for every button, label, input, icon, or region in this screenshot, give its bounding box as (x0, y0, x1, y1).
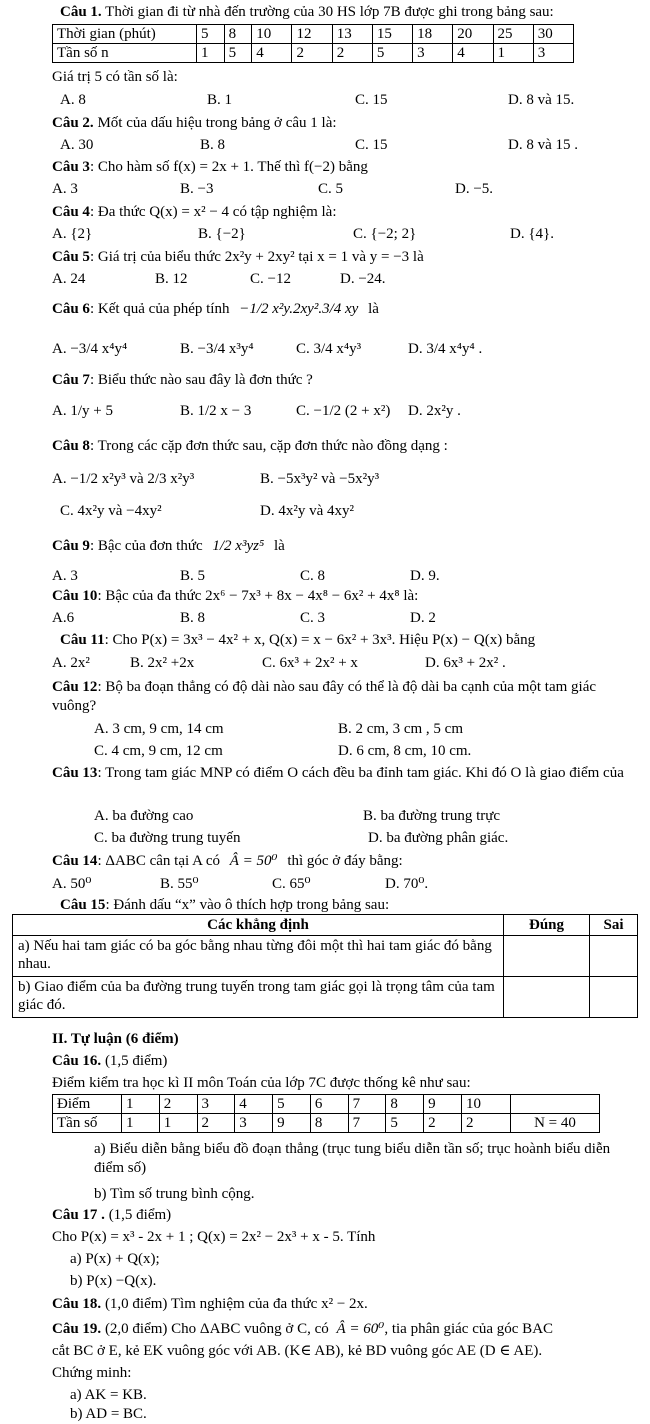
option[interactable]: C. 4 cm, 9 cm, 12 cm (94, 743, 223, 759)
q6-expression: −1/2 x²y.2xy².3/4 xy (239, 301, 359, 317)
option[interactable]: D. 4x²y và 4xy² (260, 503, 354, 519)
true-checkbox-cell[interactable] (504, 936, 590, 977)
option[interactable]: D. 2 (410, 610, 436, 626)
q6-heading: Câu 6: Kết quả của phép tính −1/2 x²y.2xy².3/4 xy là (52, 301, 379, 317)
option[interactable]: D. 2x²y . (408, 403, 461, 419)
q19-line2: cắt BC ở E, kẻ EK vuông góc với AB. (K∈ AB), kẻ BD vuông góc AE (D ∈ AE). (52, 1343, 543, 1359)
option[interactable]: D. 8 và 15. (508, 92, 575, 108)
option[interactable]: B. 1/2 x − 3 (180, 403, 252, 419)
table-row: Điểm 1 2 3 4 5 6 7 8 9 10 (53, 1095, 600, 1114)
q15-true-false-table (12, 914, 638, 1018)
option[interactable]: B. 12 (155, 271, 188, 287)
option[interactable]: C. {−2; 2} (353, 226, 417, 242)
option[interactable]: D. −5. (455, 181, 494, 197)
option[interactable]: A. 30 (60, 137, 94, 153)
option[interactable]: C. 8 (300, 568, 326, 584)
option[interactable]: C. 3/4 x⁴y³ (296, 341, 362, 357)
table-row: Thời gian (phút) 5 8 10 12 13 15 18 20 25 30 (53, 25, 574, 44)
option[interactable]: A. 3 (52, 568, 78, 584)
option[interactable]: C. 15 (355, 137, 388, 153)
option[interactable]: A. 50⁰ (52, 876, 92, 892)
q17-part-b: b) P(x) −Q(x). (70, 1273, 157, 1289)
option[interactable]: C. ba đường trung tuyến (94, 830, 241, 846)
option[interactable]: D. 3/4 x⁴y⁴ . (408, 341, 483, 357)
q15-heading: Câu 15: Đánh dấu “x” vào ô thích hợp trong bảng sau: (60, 897, 390, 913)
table-row: b) Giao điểm của ba đường trung tuyến trong tam giác gọi là trọng tâm của tam giác đó. (13, 977, 638, 1018)
option[interactable]: B. −3/4 x³y⁴ (180, 341, 254, 357)
q4-heading: Câu 4: Đa thức Q(x) = x² − 4 có tập nghiệm là: (52, 204, 337, 220)
option[interactable]: B. {−2} (198, 226, 246, 242)
option[interactable]: C. 15 (355, 92, 388, 108)
option[interactable]: C. −12 (250, 271, 291, 287)
option[interactable]: B. 1 (207, 92, 233, 108)
option[interactable]: B. 8 (200, 137, 226, 153)
option[interactable]: B. ba đường trung trực (363, 808, 501, 824)
q19-angle-expression: Â = 60⁰ (336, 1321, 385, 1337)
q19-part-a: a) AK = KB. (70, 1387, 147, 1403)
option[interactable]: C. 3 (300, 610, 326, 626)
option[interactable]: A. 8 (60, 92, 86, 108)
false-checkbox-cell[interactable] (590, 936, 638, 977)
option[interactable]: B. 2x² +2x (130, 655, 195, 671)
q1-heading: Câu 1. Thời gian đi từ nhà đến trường của 30 HS lớp 7B được ghi trong bảng sau: (60, 4, 554, 20)
table-row: Tần số 1 1 2 3 9 8 7 5 2 2 N = 40 (53, 1114, 600, 1133)
false-checkbox-cell[interactable] (590, 977, 638, 1018)
q16-part-b: b) Tìm số trung bình cộng. (94, 1186, 255, 1202)
q19-heading: Câu 19. (2,0 điểm) Cho ΔABC vuông ở C, có Â = 60⁰, tia phân giác của góc BAC (52, 1321, 554, 1337)
option[interactable]: D. 70⁰. (385, 876, 429, 892)
q19-line3: Chứng minh: (52, 1365, 132, 1381)
section-title: II. Tự luận (6 điểm) (52, 1031, 179, 1047)
q8-heading: Câu 8: Trong các cặp đơn thức sau, cặp đơn thức nào đồng dạng : (52, 438, 448, 454)
option[interactable]: C. 4x²y và −4xy² (60, 503, 162, 519)
option[interactable]: B. 5 (180, 568, 206, 584)
option[interactable]: D. 8 và 15 . (508, 137, 578, 153)
option[interactable]: A. 3 (52, 181, 78, 197)
q1-question: Giá trị 5 có tần số là: (52, 69, 178, 85)
option[interactable]: C. 6x³ + 2x² + x (262, 655, 358, 671)
table-row: a) Nếu hai tam giác có ba góc bằng nhau từng đôi một thì hai tam giác đó bằng nhau. (13, 936, 638, 977)
option[interactable]: B. 55⁰ (160, 876, 199, 892)
option[interactable]: C. 65⁰ (272, 876, 311, 892)
q16-score-table (52, 1094, 600, 1133)
option[interactable]: D. 6 cm, 8 cm, 10 cm. (338, 743, 472, 759)
q12-heading: Câu 12: Bộ ba đoạn thẳng có độ dài nào sau đây có thể là độ dài ba cạnh của một tam giác vuông? (52, 679, 597, 714)
q3-heading: Câu 3: Cho hàm số f(x) = 2x + 1. Thế thì f(−2) bằng (52, 159, 368, 175)
option[interactable]: A. 1/y + 5 (52, 403, 113, 419)
option[interactable]: A.6 (52, 610, 75, 626)
q16-text: Điểm kiểm tra học kì II môn Toán của lớp 7C được thống kê như sau: (52, 1075, 471, 1091)
option[interactable]: A. −1/2 x²y³ và 2/3 x²y³ (52, 471, 195, 487)
option[interactable]: D. 6x³ + 2x² . (425, 655, 506, 671)
q17-heading: Câu 17 . (1,5 điểm) (52, 1207, 172, 1223)
q14-angle-expression: Â = 50⁰ (229, 853, 278, 869)
option[interactable]: B. 2 cm, 3 cm , 5 cm (338, 721, 463, 737)
option[interactable]: B. 8 (180, 610, 206, 626)
option[interactable]: D. −24. (340, 271, 386, 287)
q10-heading: Câu 10: Bậc của đa thức 2x⁶ − 7x³ + 8x − 4x⁸ − 6x² + 4x⁸ là: (52, 588, 419, 604)
q1-frequency-table (52, 24, 574, 63)
q13-heading: Câu 13: Trong tam giác MNP có điểm O cách đều ba đỉnh tam giác. Khi đó O là giao điểm của (52, 765, 624, 781)
q5-heading: Câu 5: Giá trị của biểu thức 2x²y + 2xy² tại x = 1 và y = −3 là (52, 249, 424, 265)
option[interactable]: A. 3 cm, 9 cm, 14 cm (94, 721, 224, 737)
option[interactable]: B. −5x³y² và −5x²y³ (260, 471, 380, 487)
q11-heading: Câu 11: Cho P(x) = 3x³ − 4x² + x, Q(x) = x − 6x² + 3x³. Hiệu P(x) − Q(x) bằng (60, 632, 536, 648)
option[interactable]: A. ba đường cao (94, 808, 194, 824)
true-checkbox-cell[interactable] (504, 977, 590, 1018)
option[interactable]: B. −3 (180, 181, 214, 197)
q14-heading: Câu 14: ΔABC cân tại A có Â = 50⁰ thì góc ở đáy bằng: (52, 853, 403, 869)
option[interactable]: D. 9. (410, 568, 440, 584)
table-row: Tần số n 1 5 4 2 2 5 3 4 1 3 (53, 44, 574, 63)
option[interactable]: C. −1/2 (2 + x²) (296, 403, 391, 419)
q19-part-b: b) AD = BC. (70, 1406, 147, 1422)
q7-heading: Câu 7: Biểu thức nào sau đây là đơn thức ? (52, 372, 313, 388)
option[interactable]: D. ba đường phân giác. (368, 830, 509, 846)
q17-text: Cho P(x) = x³ - 2x + 1 ; Q(x) = 2x² − 2x³ + x - 5. Tính (52, 1229, 376, 1245)
q16-part-a: a) Biểu diễn bằng biểu đồ đoạn thẳng (trục tung biểu diễn tần số; trục hoành biểu diễn điểm số) (94, 1141, 611, 1176)
q18-heading: Câu 18. (1,0 điểm) Tìm nghiệm của đa thức x² − 2x. (52, 1296, 368, 1312)
q9-heading: Câu 9: Bậc của đơn thức 1/2 x³yz⁵ là (52, 538, 285, 554)
q9-expression: 1/2 x³yz⁵ (212, 538, 265, 554)
q2-heading: Câu 2. Mốt của dấu hiệu trong bảng ở câu 1 là: (52, 115, 337, 131)
option[interactable]: A. 2x² (52, 655, 90, 671)
option[interactable]: C. 5 (318, 181, 344, 197)
option[interactable]: A. {2} (52, 226, 93, 242)
q16-heading: Câu 16. (1,5 điểm) (52, 1053, 168, 1069)
q17-part-a: a) P(x) + Q(x); (70, 1251, 160, 1267)
table-row: Các khẳng định Đúng Sai (13, 915, 638, 936)
option[interactable]: D. {4}. (510, 226, 554, 242)
option[interactable]: A. 24 (52, 271, 86, 287)
option[interactable]: A. −3/4 x⁴y⁴ (52, 341, 128, 357)
